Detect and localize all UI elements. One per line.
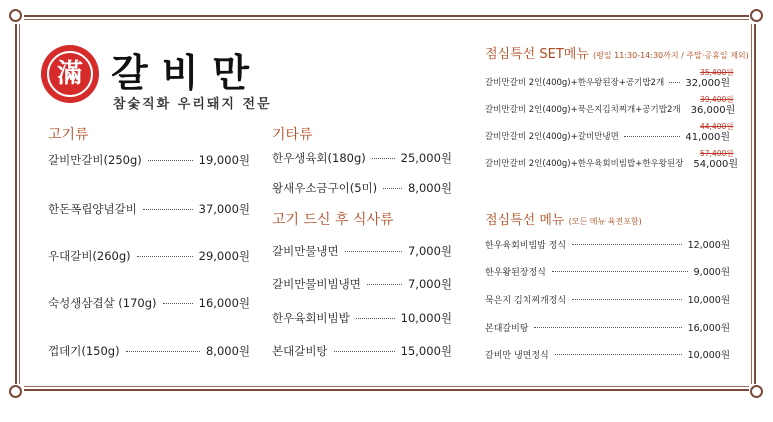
set-item-name: 갈비만갈비 2인(400g)+한우왕된장+공기밥2개 bbox=[485, 77, 665, 88]
leader-dots bbox=[372, 157, 395, 159]
brand-tagline: 참숯직화 우리돼지 전문 bbox=[113, 97, 272, 112]
lunch-item-price: 12,000원 bbox=[687, 240, 730, 251]
section-title-meal: 고기 드신 후 식사류 bbox=[272, 212, 394, 228]
leader-dots bbox=[345, 250, 402, 252]
set-item-price: 41,000원 bbox=[685, 132, 730, 143]
menu-item-name: 왕새우소금구이(5미) bbox=[272, 181, 378, 195]
menu-row bbox=[272, 276, 452, 292]
lunch-item-price: 9,000원 bbox=[693, 267, 730, 278]
lunch-item-name: 본대갈비탕 bbox=[485, 323, 529, 334]
section-title-meat: 고기류 bbox=[48, 127, 89, 143]
menu-item-name: 우대갈비(260g) bbox=[48, 249, 131, 263]
menu-item-name: 껍데기(150g) bbox=[48, 344, 120, 358]
menu-item-price: 19,000원 bbox=[198, 153, 250, 167]
menu-item-price: 29,000원 bbox=[198, 249, 250, 263]
set-item-price: 32,000원 bbox=[685, 78, 730, 89]
leader-dots bbox=[555, 353, 682, 355]
set-menu-row bbox=[485, 74, 730, 89]
lunch-item-name: 갈비만 냉면정식 bbox=[485, 350, 549, 361]
leader-dots bbox=[356, 317, 395, 319]
menu-row bbox=[272, 310, 452, 326]
section-title-lunch bbox=[485, 209, 642, 228]
lunch-menu-row bbox=[485, 320, 730, 334]
set-menu-row bbox=[485, 155, 739, 170]
old-price: 44,400원 bbox=[700, 122, 734, 131]
menu-row bbox=[48, 201, 250, 217]
set-item-name: 갈비만갈비 2인(400g)+한우육회비빔밥+한우왕된장 bbox=[485, 158, 684, 169]
lunch-item-price: 10,000원 bbox=[687, 350, 730, 361]
old-price: 57,400원 bbox=[700, 149, 734, 158]
leader-dots bbox=[552, 270, 688, 272]
menu-item-price: 37,000원 bbox=[198, 202, 250, 216]
set-item-name: 갈비만갈비 2인(400g)+묵은지김치찌개+공기밥2개 bbox=[485, 104, 681, 115]
leader-dots bbox=[572, 298, 681, 300]
set-item-price: 36,000원 bbox=[690, 105, 736, 116]
lunch-item-name: 한우왕된장정식 bbox=[485, 267, 546, 278]
menu-item-price: 15,000원 bbox=[400, 344, 452, 358]
leader-dots bbox=[334, 350, 395, 352]
section-title-lunch-set bbox=[485, 43, 749, 62]
leader-dots bbox=[534, 326, 681, 328]
lunch-menu-row bbox=[485, 264, 730, 278]
corner-ornament-bottom-right bbox=[749, 384, 765, 400]
menu-row bbox=[272, 243, 452, 259]
menu-item-name: 한돈폭립양념갈비 bbox=[48, 202, 137, 216]
lunch-item-price: 10,000원 bbox=[687, 295, 730, 306]
leader-dots bbox=[143, 208, 193, 210]
menu-item-price: 16,000원 bbox=[198, 296, 250, 310]
menu-row bbox=[48, 343, 250, 359]
menu-row bbox=[272, 150, 452, 166]
lunch-menu-row bbox=[485, 292, 730, 306]
brand-name: 갈비만 bbox=[111, 51, 264, 95]
menu-row bbox=[48, 295, 250, 311]
set-menu-row bbox=[485, 128, 730, 143]
menu-item-name: 갈비만물냉면 bbox=[272, 244, 339, 258]
lunch-menu-row bbox=[485, 237, 730, 251]
leader-dots bbox=[126, 350, 200, 352]
menu-item-price: 7,000원 bbox=[407, 277, 452, 291]
menu-row bbox=[48, 248, 250, 264]
leader-dots bbox=[137, 255, 193, 257]
menu-item-price: 25,000원 bbox=[400, 151, 452, 165]
old-price: 39,400원 bbox=[700, 95, 734, 104]
leader-dots bbox=[383, 187, 402, 189]
leader-dots bbox=[669, 81, 680, 83]
logo-seal bbox=[41, 45, 99, 103]
menu-row bbox=[272, 343, 452, 359]
menu-row bbox=[48, 152, 250, 168]
old-price: 35,400원 bbox=[700, 68, 734, 77]
lunch-menu-row bbox=[485, 347, 730, 361]
menu-item-price: 7,000원 bbox=[407, 244, 452, 258]
menu-item-price: 8,000원 bbox=[407, 181, 452, 195]
menu-row bbox=[272, 180, 452, 196]
lunch-note: (모든 메뉴 육전포함) bbox=[568, 217, 642, 226]
menu-item-name: 한우육회비빔밥 bbox=[272, 311, 350, 325]
leader-dots bbox=[367, 283, 402, 285]
set-item-name: 갈비만갈비 2인(400g)+갈비만냉면 bbox=[485, 131, 619, 142]
logo-char: 滿 bbox=[56, 59, 83, 89]
menu-item-name: 숙성생삼겹살 (170g) bbox=[48, 296, 157, 310]
section-title-etc: 기타류 bbox=[272, 127, 313, 143]
leader-dots bbox=[572, 243, 681, 245]
lunch-item-price: 16,000원 bbox=[687, 323, 730, 334]
set-menu-row bbox=[485, 101, 736, 116]
lunch-item-name: 묵은지 김치찌개정식 bbox=[485, 295, 567, 306]
leader-dots bbox=[163, 302, 193, 304]
leader-dots bbox=[624, 135, 681, 137]
menu-item-name: 본대갈비탕 bbox=[272, 344, 328, 358]
menu-item-price: 10,000원 bbox=[400, 311, 452, 325]
menu-item-name: 갈비만갈비(250g) bbox=[48, 153, 142, 167]
menu-item-name: 갈비만물비빔냉면 bbox=[272, 277, 361, 291]
menu-item-price: 8,000원 bbox=[205, 344, 250, 358]
lunch-item-name: 한우육회비빔밥 정식 bbox=[485, 240, 567, 251]
lunch-title: 점심특선 메뉴 bbox=[485, 213, 565, 228]
corner-ornament-top-right bbox=[749, 8, 765, 24]
menu-item-name: 한우생육회(180g) bbox=[272, 151, 366, 165]
corner-ornament-top-left bbox=[8, 8, 24, 24]
set-item-price: 54,000원 bbox=[693, 159, 739, 170]
leader-dots bbox=[148, 159, 193, 161]
lunch-set-note: (평일 11:30-14:30까지 / 주말·공휴일 제외) bbox=[593, 51, 749, 60]
lunch-set-title: 점심특선 SET메뉴 bbox=[485, 47, 589, 62]
corner-ornament-bottom-left bbox=[8, 384, 24, 400]
